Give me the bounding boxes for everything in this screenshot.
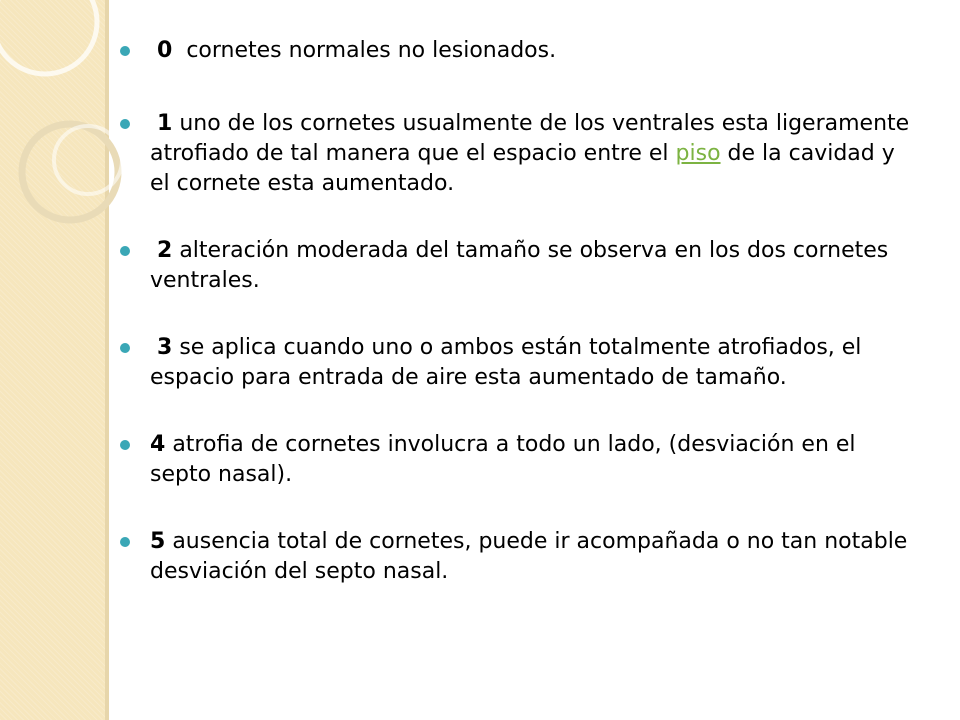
list-item-2 (120, 236, 920, 296)
decorative-ring-top (0, 0, 97, 74)
bullet-icon (120, 246, 130, 256)
bullet-icon (120, 537, 130, 547)
bullet-icon (120, 343, 130, 353)
item-text-after: de la cavidad y el cornete esta aumentado. (150, 141, 895, 196)
bullet-icon (120, 46, 130, 56)
list-item-1 (120, 109, 920, 199)
item-text: ausencia total de cornetes, puede ir acompañada o no tan notable desviación del septo nasal. (150, 529, 908, 584)
item-text: se aplica cuando uno o ambos están totalmente atrofiados, el espacio para entrada de aire esta aumentado de tamaño. (150, 335, 862, 390)
bullet-list (120, 36, 920, 587)
item-text: alteración moderada del tamaño se observa en los dos cornetes ventrales. (150, 238, 889, 293)
slide-content (120, 36, 920, 624)
list-item-3 (120, 333, 920, 393)
list-item-0 (120, 36, 920, 66)
item-text: cornetes normales no lesionados. (186, 38, 557, 63)
decorative-ring-inner (54, 126, 122, 194)
bullet-icon (120, 440, 130, 450)
item-text: uno de los cornetes usualmente de los ventrales esta ligeramente atrofiado de tal manera que el espacio entre el (150, 111, 910, 166)
bullet-icon (120, 119, 130, 129)
list-item-5 (120, 527, 920, 587)
item-text: atrofia de cornetes involucra a todo un lado, (desviación en el septo nasal). (150, 432, 856, 487)
decorative-rings (0, 0, 130, 260)
item-number: 4 (150, 432, 166, 457)
piso-link[interactable]: piso (675, 141, 721, 166)
item-number: 1 (157, 111, 173, 136)
item-number: 0 (157, 38, 173, 63)
list-item-4 (120, 430, 920, 490)
item-number: 2 (157, 238, 173, 263)
item-number: 3 (157, 335, 173, 360)
decorative-ring-middle (22, 124, 118, 220)
item-number: 5 (150, 529, 166, 554)
